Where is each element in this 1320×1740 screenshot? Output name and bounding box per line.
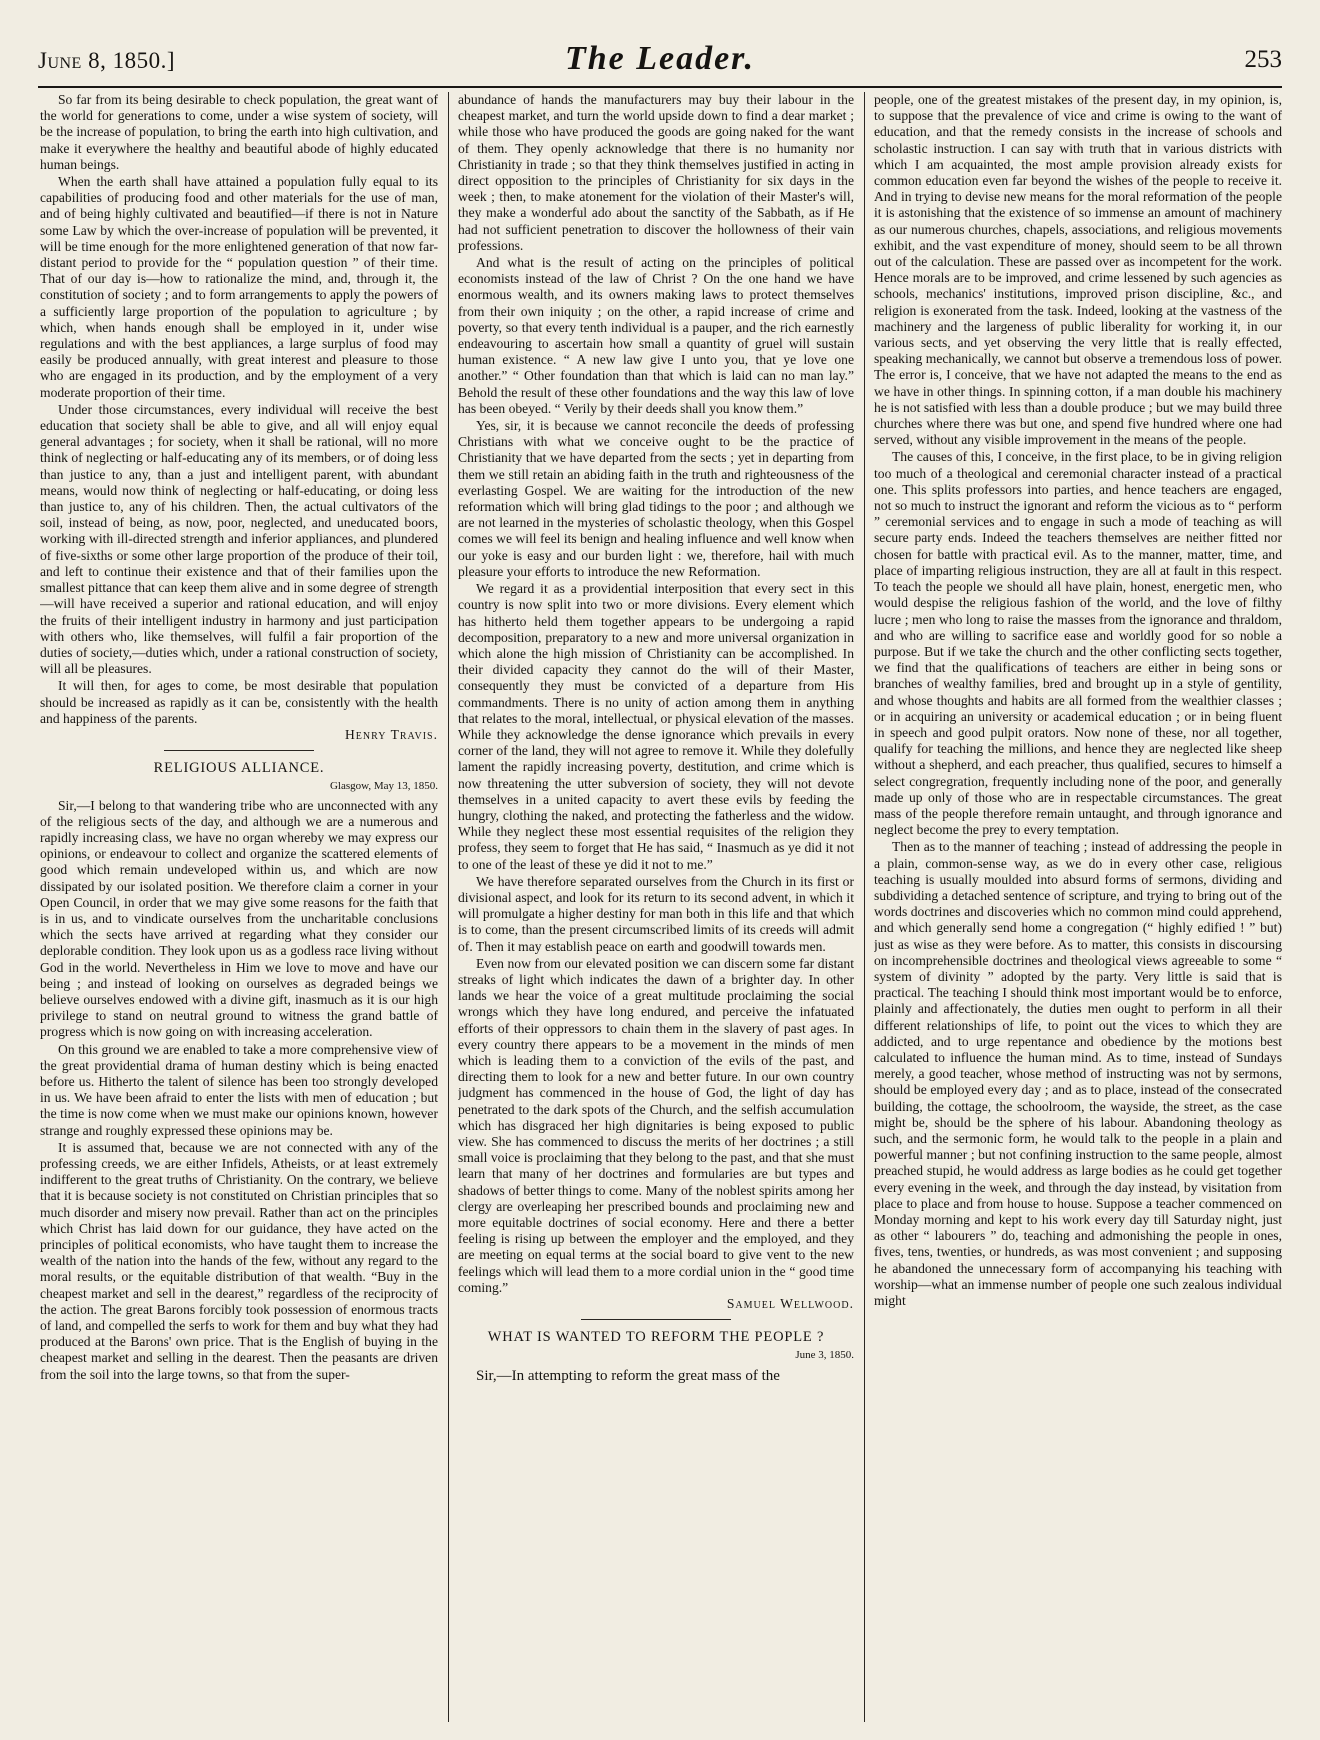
paragraph: On this ground we are enabled to take a more comprehensive view of the great providential drama of human destiny which is being enacted before us. Hitherto the talent of silence has been too strongly developed in us. We have been afraid to enter the lists with men of education ; but the time is now come when we must make our opinions known, however strange and roughly expressed these opinions may be. [40,1041,438,1138]
paragraph: It will then, for ages to come, be most desirable that population should be increased as rapidly as it can be, consistently with the health and happiness of the parents. [40,678,438,726]
section-divider [581,1319,731,1320]
section-divider [164,750,314,751]
paragraph: So far from its being desirable to check population, the great want of the world for generations to come, under a wise system of society, will be the increase of population, to bring the earth into high cultivation, and make it everywhere the healthy and beautiful abode of highly educated human beings. [40,92,438,172]
paragraph: When the earth shall have attained a population fully equal to its capabilities of producing food and other materials for the use of man, and of being highly cultivated and beautified—if there is not in Nature some Law by which the over-increase of population will be prevented, it will be time enough for the more enlightened generation of that now far-distant period to provide for the “ population question ” of their time. That of our day is—how to rationalize the mind, and, through it, the constitution of society ; and to form arrangements to apply the powers of a sufficiently large proportion of the population to agriculture ; by which, when hands enough shall be employed in it, under wise regulations and with the best appliances, a large surplus of food may easily be produced annually, with great interest and pleasure to those who are engaged in its production, and by the employment of a very moderate proportion of their time. [40,174,438,400]
paragraph: It is assumed that, because we are not connected with any of the professing creeds, we are either Infidels, Atheists, or at least extremely indifferent to the great truths of Christianity. On the contrary, we believe that it is because society is not constituted on Christian principles that so much disorder and misery now prevail. Rather than act on the principles which Christ has laid down for our guidance, they have acted on the principles of political economists, who have taught them to increase the wealth of the nation into the hands of the few, without any regard to the moral results, or the equitable distribution of that wealth. “Buy in the cheapest market and sell in the dearest,” regardless of the reciprocity of the action. The great Barons forcibly took possession of enormous tracts of land, and compelled the serfs to work for them and buy what they had produced at the Barons' own price. That is the English of buying in the cheapest market and selling in the dearest. Then the peasants are driven from the soil into the large towns, so that from the super- [40,1139,438,1382]
paragraph: Then as to the manner of teaching ; instead of addressing the people in a plain, common-sense way, as we do in every other case, religious teaching is usually moulded into absurd forms of sermons, dividing and subdividing a detached sentence of scripture, and trying to bring out of the words doctrines and discoveries which no common mind could apprehend, and which generally send home a congregation (“ highly edified ! ” but) just as wise as they were before. As to matter, this consists in discoursing on incomprehensible doctrines and theological views agreeable to some “ system of divinity ” adopted by the party. Very little is said that is practical. The teaching I should think most important would be to enforce, plainly and affectionately, the duties men ought to perform in all their different relationships of life, to point out the vices to which they are addicted, and to urge repentance and obedience by the motions best calculated to influence the human mind. As to time, instead of Sundays merely, a good teacher, whose method of instructing was not by sermons, should be employed every day ; and as to place, instead of the consecrated building, the cottage, the schoolroom, the wayside, the street, as the case might be, should be the sphere of his labour. Abandoning theology as such, and the sermonic form, he would talk to the people in a plain and powerful manner ; but not confining instruction to the same people, almost preached stupid, he would address as large bodies as he could get together every evening in the week, and through the day instead, by visitation from place to place and from house to house. Suppose a teacher commenced on Monday morning and kept to his work every day till Saturday night, just as other “ labourers ” do, teaching and admonishing the people in ones, fives, tens, twenties, or hundreds, as was most convenient ; and supposing he abandoned the unnecessary form of accompanying his teaching with worship—what an immense number of people one such zealous individual might [874,839,1282,1309]
column-divider [864,92,865,1722]
page-number: 253 [1244,46,1282,73]
signature-henry-travis: Henry Travis. [344,726,438,742]
paragraph: Sir,—I belong to that wandering tribe who are unconnected with any of the religious sects of the day, and although we are a numerous and rapidly increasing class, we have no organ whereby we may express our opinions, or endeavour to collect and organize the scattered elements of good which remain undeveloped within us, and which are now dissipated by our isolated position. We therefore claim a corner in your Open Council, in order that we may give some reasons for the faith that is in us, and to vindicate ourselves from the uncharitable conclusions which the sects have arrived at regarding what they consider our deplorable condition. They look upon us as a godless race living without God in the world. Nevertheless in Him we love to move and have our being ; and instead of looking on ourselves as degraded beings we believe ourselves endowed with a divine gift, inasmuch as it is our high privilege to stand on neutral ground to witness the grand battle of progress which is now going on with increasing acceleration. [40,797,438,1040]
masthead-title: The Leader. [564,40,756,77]
issue-date: June 8, 1850.] [38,48,175,73]
paragraph: Under those circumstances, every individual will receive the best education that society shall be able to give, and all will enjoy equal general advantages ; for society, when it shall be rational, will no more think of neglecting or half-educating any of its members, or of doing less than justice to any, than a just and intelligent parent, with abundant means, would now think of neglecting or half-educating, or doing less than justice to, any of his children. Then, the actual cultivators of the soil, instead of being, as now, poor, neglected, and uneducated boors, working with ill-directed strength and inferior appliances, and plundered of five-sixths or some other large proportion of the produce of their toil, and left to continue their existence and that of their families upon the smallest pittance that can keep them alive and in some degree of strength—will have received a superior and rational education, and will enjoy the fruits of their intelligent industry in harmony and just participation with others who, like themselves, will fulfil a fair proportion of the duties of society,—duties which, under a rational construction of society, will all be pleasures. [40,401,438,677]
paragraph: And what is the result of acting on the principles of political economists instead of the law of Christ ? On the one hand we have enormous wealth, and its owners making laws to protect themselves from their own iniquity ; on the other, a rapid increase of crime and poverty, so that every tenth individual is a pauper, and the rich earnestly endeavouring to ascertain how small a quantity of gruel will sustain human existence. “ A new law give I unto you, that ye love one another.” “ Other foundation than that which is laid can no man lay.” Behold the result of these other foundations and the way this law of love has been obeyed. “ Verily by their deeds shall you know them.” [458,255,854,416]
column-1 [40,92,438,1724]
article-heading-religious-alliance: RELIGIOUS ALLIANCE. [153,760,325,777]
header-rule [38,86,1282,88]
article-heading-reform-the-people: WHAT IS WANTED TO REFORM THE PEOPLE ? [487,1329,825,1346]
paragraph: people, one of the greatest mistakes of the present day, in my opinion, is, to suppose that the prevalence of vice and crime is owing to the want of education, and that the remedy consists in the increase of schools and scholastic instruction. I can say with truth that in various districts with which I am acquainted, the most ample provision already exists for common education even far beyond the wishes of the people to receive it. And in trying to devise new means for the moral reformation of the people it is astonishing that the existence of so immense an amount of machinery as our numerous churches, chapels, associations, and religious movements exhibit, and the vast expenditure of money, should seem to be all thrown out of the calculation. These are passed over as incompetent for the work. Hence morals are to be improved, and crime lessened by such agencies as schools, mechanics' institutions, improved prison discipline, &c., and religion is exonerated from the task. Indeed, looking at the vastness of the machinery and the largeness of public liberality for working it, in our various sects, and yet observing the very little that is really effected, speaking mechanically, we cannot but observe a tremendous loss of power. The error is, I conceive, that we have not adapted the means to the end as we have in other things. In spinning cotton, if a man double his machinery he is not satisfied with less than a double produce ; but we may build three churches where there was but one, and spend five hundred where one had served, without any visible improvement in the means of the people. [874,92,1282,448]
column-divider [448,92,449,1722]
paragraph: We regard it as a providential interposition that every sect in this country is now split into two or more divisions. Every element which has hitherto held them together appears to be undergoing a rapid decomposition, preparatory to a new and more universal organization in which alone the high mission of Christianity can be accomplished. In their divided capacity they cannot do the will of their Master, consequently they must be convicted of a departure from His commandments. There is no unity of action among them in anything that relates to the moral, intellectual, or physical elevation of the masses. While they acknowledge the dense ignorance which prevails in every corner of the land, they will not agree to remove it. While they dolefully lament the rapidly increasing poverty, destitution, and crime which is now threatening the utter subversion of society, they will not devote themselves in a united capacity to avert these evils by feeding the hungry, clothing the naked, and protecting the fatherless and the widow. While they neglect these most essential requisites of the religion they profess, they seem to forget that He has said, “ Inasmuch as ye did it not to one of the least of these ye did it not to me.” [458,581,854,872]
paragraph: We have therefore separated ourselves from the Church in its first or divisional aspect, and look for its return to its second advent, in which it will promulgate a higher destiny for man both in this life and that which is to come, than the present circumscribed limits of its creeds will admit of. Then it may establish peace on earth and goodwill towards men. [458,873,854,954]
paragraph: abundance of hands the manufacturers may buy their labour in the cheapest market, and turn the world upside down to find a dear market ; while those who have produced the goods are going naked for the want of them. They openly acknowledge that there is no humanity nor Christianity in trade ; so that they think themselves justified in acting in direct opposition to the principles of Christianity for six days in the week ; then, to make atonement for the violation of their Master's will, they make a wonderful ado about the sanctity of the Sabbath, as if He had not sufficient penetration to discover the hollowness of their vain professions. [458,92,854,253]
page-header [38,40,1282,90]
paragraph: Sir,—In attempting to reform the great mass of the [476,1367,780,1384]
article-dateline: Glasgow, May 13, 1850. [329,780,438,793]
column-3 [874,92,1282,1724]
paragraph: Even now from our elevated position we can discern some far distant streaks of light which indicates the dawn of a brighter day. In other lands we hear the voice of a great multitude proclaiming the social wrongs which they have long endured, and perceive the infatuated efforts of their oppressors to chain them in the slavery of past ages. In every country there appears to be a movement in the minds of men which is leading them to a conviction of the evils of the past, and directing them to look for a new and better future. In our own country judgment has commenced in the house of God, the light of day has penetrated to the dark spots of the Church, and the selfish accumulation which has disgraced her high dignitaries is being exposed to public view. She has commenced to discuss the merits of her doctrines ; a still small voice is proclaiming that they belong to the past, and that she must learn that many of her doctrines and formularies are but types and shadows of better things to come. Many of the noblest spirits among her clergy are overleaping her prescribed bounds and proclaiming new and more equitable doctrines of social economy. Here and there a better feeling is rising up between the employer and the employed, and they are meeting on equal terms at the social board to give vent to the new feelings which will lead them to a more cordial union in the “ good time coming.” [458,955,854,1295]
column-2 [458,92,854,1724]
article-dateline: June 3, 1850. [795,1349,854,1362]
paragraph: Yes, sir, it is because we cannot reconcile the deeds of professing Christians with what we conceive ought to be the practice of Christianity that we have departed from the sects ; yet in departing from them we still retain an abiding faith in the truth and righteousness of the everlasting Gospel. We are waiting for the introduction of the new reformation which will bring glad tidings to the poor ; and although we are not learned in the mysteries of scholastic theology, when this Gospel comes we will feel its benign and healing influence and well know when our yoke is easy and our burden light : we, therefore, hail with much pleasure your efforts to introduce the new Reformation. [458,418,854,579]
signature-samuel-wellwood: Samuel Wellwood. [726,1296,854,1312]
paragraph: The causes of this, I conceive, in the first place, to be in giving religion too much of a theological and ceremonial character instead of a practical one. This splits professors into parties, and hence teachers are engaged, not so much to instruct the ignorant and reform the vicious as to “ perform ” ceremonial services and to engage in such a mode of teaching as will secure party ends. Indeed the teachers themselves are neither fitted nor chosen for battle with practical evil. As to the manner, matter, time, and place of imparting religious instruction, they are all at fault in this respect. To teach the people we should all have plain, honest, energetic men, who would despise the religious fashion of the world, and the love of filthy lucre ; men who long to raise the masses from the ignorance and thraldom, and who are willing to sacrifice ease and worldly good for so noble a purpose. But if we take the church and the other conflicting sects together, we find that the qualifications of teachers are either in being sons or branches of wealthy families, bred and brought up in a style of gentility, and whose thoughts and habits are all formed from the wealthier classes ; or in acquiring an university or academical education ; or in being fluent in speech and good pulpit orators. Now none of these, nor all together, qualify for teaching the millions, and hence they are neglected like sheep without a shepherd, and each preacher, thus qualified, secures to himself a select congregration, frequently including none of the poor, and generally made up only of those who are in respectable circumstances. The great mass of the people therefore remain untaught, and through ignorance and neglect become the prey to every temptation. [874,449,1282,838]
